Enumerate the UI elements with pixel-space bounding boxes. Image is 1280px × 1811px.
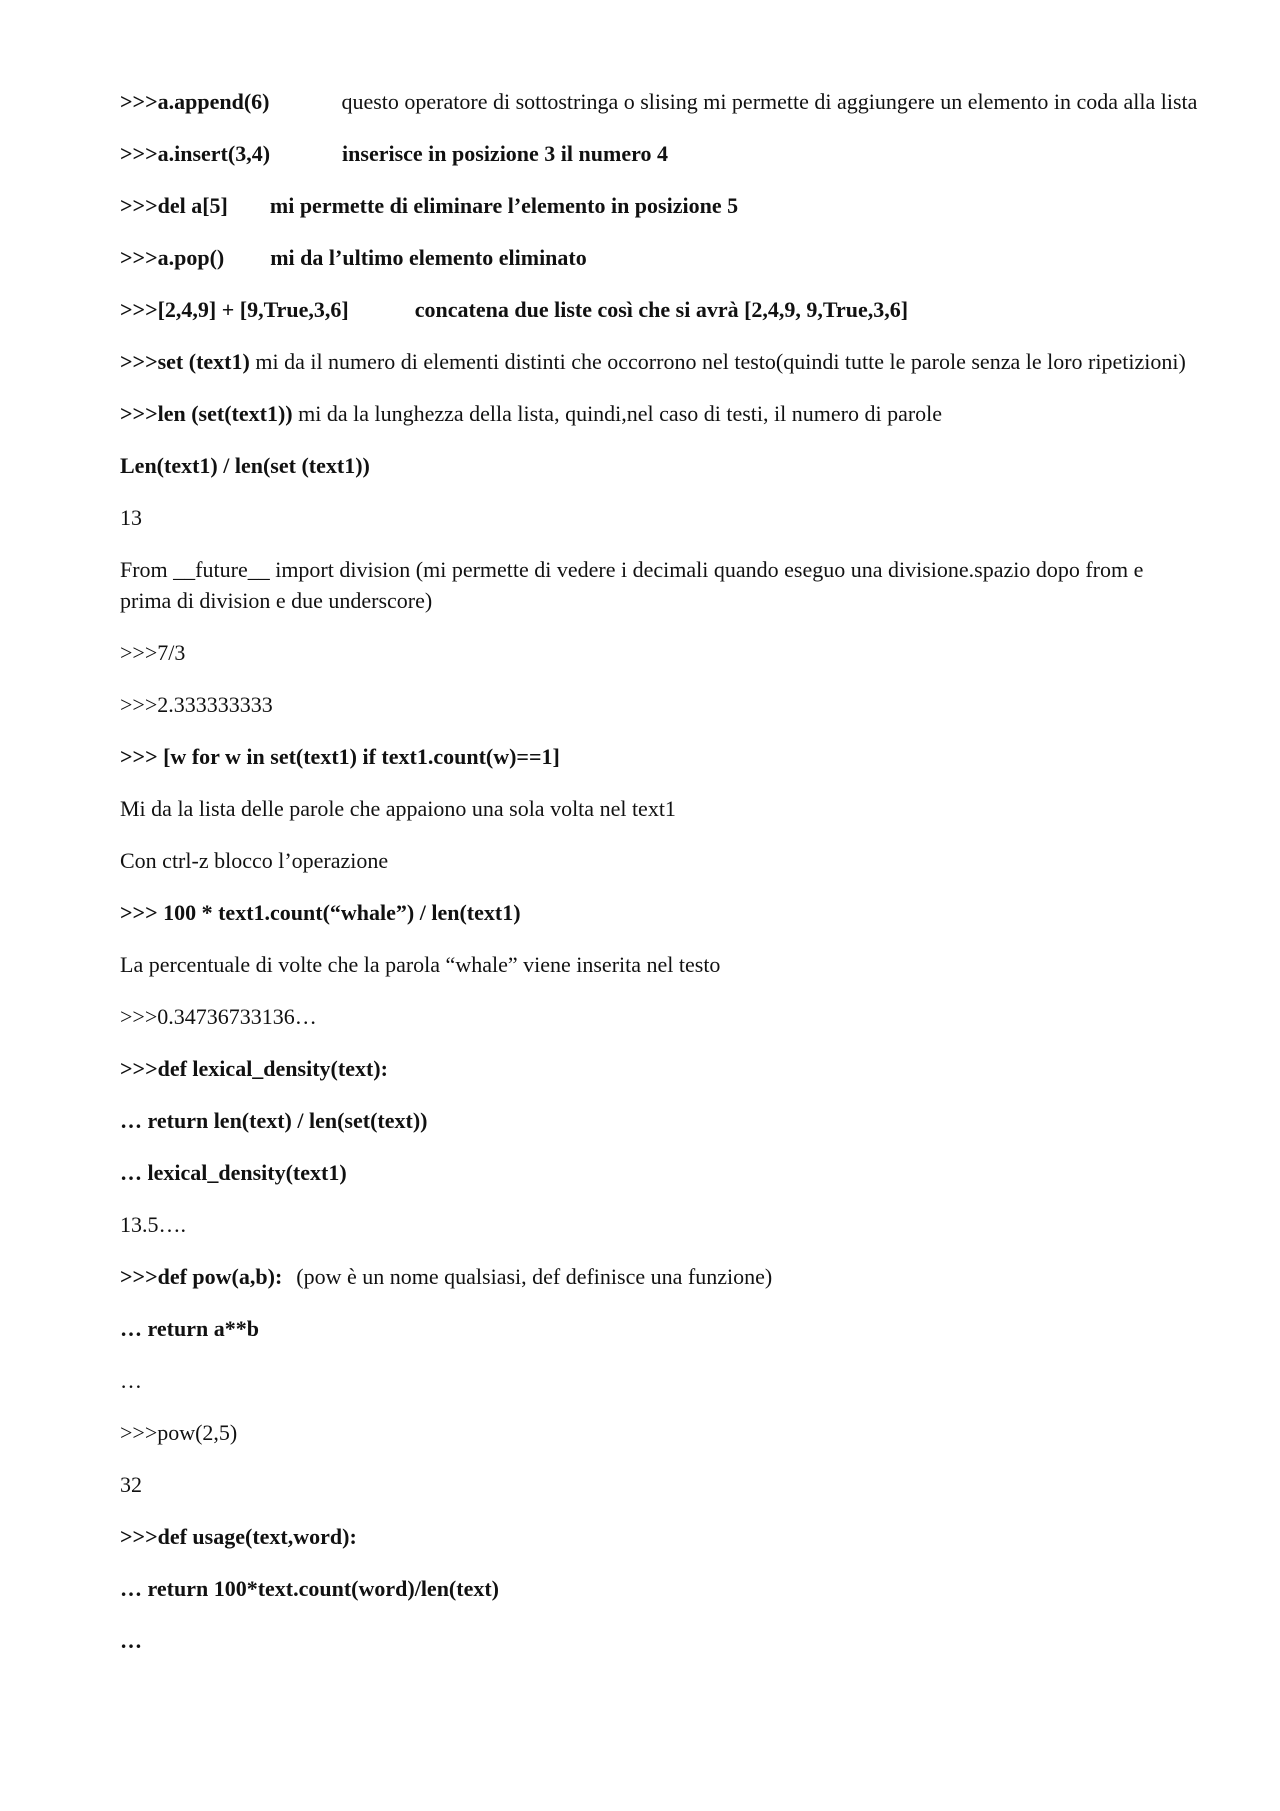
line-concat <box>120 294 1200 325</box>
line-insert <box>120 138 1200 169</box>
line-len-set <box>120 398 1200 429</box>
code-def-lexical: >>>def lexical_density(text): <box>120 1056 388 1081</box>
desc-set: mi da il numero di elementi distinti che occorrono nel testo(quindi tutte le parole senza le loro ripetizioni) <box>249 349 1186 374</box>
document-page <box>120 86 1200 1677</box>
line-call-pow: >>>pow(2,5) <box>120 1420 238 1445</box>
line-ratio-result: 13 <box>120 505 142 530</box>
code-append: >>>a.append(6) <box>120 89 270 114</box>
code-return-lexical: … return len(text) / len(set(text)) <box>120 1108 428 1133</box>
code-set: >>>set (text1) <box>120 349 250 374</box>
line-whale-count <box>120 897 1200 928</box>
line-whale-desc: La percentuale di volte che la parola “whale” viene inserita nel testo <box>120 952 721 977</box>
line-ctrl-z: Con ctrl-z blocco l’operazione <box>120 848 389 873</box>
desc-def-pow: (pow è un nome qualsiasi, def definisce una funzione) <box>296 1264 773 1289</box>
code-def-pow: >>>def pow(a,b): <box>120 1264 283 1289</box>
code-final-ellipsis: … <box>120 1628 142 1653</box>
code-whale-count: >>> 100 * text1.count(“whale”) / len(text1) <box>120 900 521 925</box>
line-list-comprehension-desc: Mi da la lista delle parole che appaiono una sola volta nel text1 <box>120 796 676 821</box>
line-ellipsis: … <box>120 1368 142 1393</box>
desc-concat: concatena due liste così che si avrà [2,4,9, 9,True,3,6] <box>414 297 909 322</box>
line-def-usage <box>120 1521 1200 1552</box>
line-def-pow <box>120 1261 1200 1292</box>
desc-del: mi permette di eliminare l’elemento in posizione 5 <box>269 193 739 218</box>
code-insert: >>>a.insert(3,4) <box>120 141 271 166</box>
line-del <box>120 190 1200 221</box>
line-append <box>120 86 1200 117</box>
line-list-comprehension <box>120 741 1200 772</box>
line-return-lexical <box>120 1105 1200 1136</box>
line-future-import: From __future__ import division (mi permette di vedere i decimali quando eseguo una divisione.spazio dopo from e prima di division e due underscore) <box>120 557 1144 613</box>
line-division-result: >>>2.333333333 <box>120 692 273 717</box>
line-call-lexical <box>120 1157 1200 1188</box>
code-list-comprehension: >>> [w for w in set(text1) if text1.count(w)==1] <box>120 744 560 769</box>
line-pow-result: 32 <box>120 1472 142 1497</box>
line-return-pow <box>120 1313 1200 1344</box>
line-return-usage <box>120 1573 1200 1604</box>
line-def-lexical <box>120 1053 1200 1084</box>
code-ratio: Len(text1) / len(set (text1)) <box>120 453 370 478</box>
code-len-set: >>>len (set(text1)) <box>120 401 293 426</box>
code-call-lexical: … lexical_density(text1) <box>120 1160 347 1185</box>
desc-append: questo operatore di sottostringa o slising mi permette di aggiungere un elemento in coda alla lista <box>341 89 1198 114</box>
code-del: >>>del a[5] <box>120 193 228 218</box>
line-set <box>120 346 1200 377</box>
line-ratio <box>120 450 1200 481</box>
line-final-ellipsis <box>120 1625 1200 1656</box>
desc-len-set: mi da la lunghezza della lista, quindi,nel caso di testi, il numero di parole <box>292 401 943 426</box>
code-return-usage: … return 100*text.count(word)/len(text) <box>120 1576 500 1601</box>
code-def-usage: >>>def usage(text,word): <box>120 1524 357 1549</box>
line-division: >>>7/3 <box>120 640 186 665</box>
code-return-pow: … return a**b <box>120 1316 259 1341</box>
code-pop: >>>a.pop() <box>120 245 225 270</box>
line-lexical-result: 13.5…. <box>120 1212 186 1237</box>
desc-pop: mi da l’ultimo elemento eliminato <box>270 245 587 270</box>
desc-insert: inserisce in posizione 3 il numero 4 <box>342 141 668 166</box>
line-whale-result: >>>0.34736733136… <box>120 1004 317 1029</box>
code-concat: >>>[2,4,9] + [9,True,3,6] <box>120 297 349 322</box>
line-pop <box>120 242 1200 273</box>
